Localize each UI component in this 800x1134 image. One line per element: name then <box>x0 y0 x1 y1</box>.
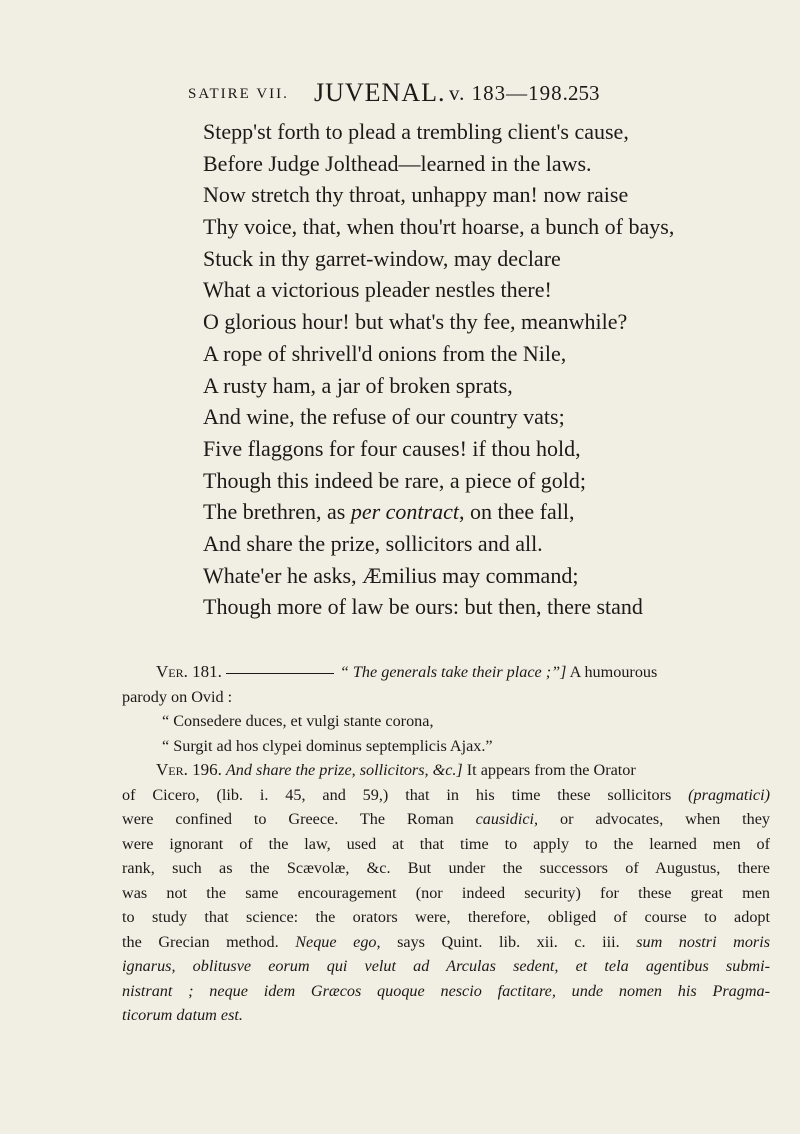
note-text: of Cicero, (lib. i. 45, and 59,) that in his time these sollicitors <box>122 785 689 804</box>
note-line <box>122 979 770 1004</box>
poem-line: Stepp'st forth to plead a trembling client's cause, <box>203 119 629 144</box>
poem-line: Though more of law be ours: but then, there stand <box>203 594 643 620</box>
note-italic: sum nostri moris <box>636 932 770 951</box>
note-italic: (pragmatici) <box>688 785 770 804</box>
note-line <box>122 930 770 955</box>
note-line <box>122 807 770 832</box>
page-number: 253 <box>568 81 600 105</box>
poem-line: A rope of shrivell'd onions from the Nile, <box>203 340 567 366</box>
poem-line: Now stretch thy throat, unhappy man! now raise <box>203 182 629 208</box>
poem-line: Stuck in thy garret-window, may declare <box>203 245 561 271</box>
note-text: the Grecian method. <box>122 932 296 951</box>
poem-line: Before Judge Jolthead—learned in the laws. <box>203 150 592 176</box>
note-line: were ignorant of the law, used at that time to apply to the learned men of <box>122 834 770 853</box>
note-text: or advocates, when they <box>538 810 770 828</box>
note-italic: Neque ego, <box>295 932 381 951</box>
note-line <box>122 954 770 979</box>
note-line: rank, such as the Scævolæ, &c. But under the successors of Augustus, there <box>122 859 770 877</box>
poem-line: And share the prize, sollicitors and all. <box>203 530 543 556</box>
poem-line: And wine, the refuse of our country vats; <box>203 404 565 430</box>
header-satire: SATIRE VII. <box>188 86 289 102</box>
poem-line: Thy voice, that, when thou'rt hoarse, a bunch of bays, <box>203 214 675 240</box>
running-header <box>0 78 800 108</box>
poem-line: What a victorious pleader nestles there! <box>203 277 552 303</box>
note-quotation-line: “ Surgit ad hos clypei dominus septemplicis Ajax.” <box>162 736 493 755</box>
poem-body <box>203 116 763 623</box>
note-line <box>122 660 770 685</box>
note-line: to study that science: the orators were, therefore, obliged of course to adopt <box>122 908 770 926</box>
note-italic: ticorum datum est. <box>122 1006 243 1024</box>
note-text: says Quint. lib. xii. c. iii. <box>380 932 637 951</box>
note-text: It appears from the Orator <box>462 761 636 779</box>
poem-text: , on thee fall, <box>458 499 575 525</box>
poem-line: Five flaggons for four causes! if thou hold, <box>203 435 581 461</box>
note-text: A humourous <box>566 663 658 681</box>
poem-italic: per contract <box>350 499 459 525</box>
note-quote: And share the prize, sollicitors, &c.] <box>225 761 463 779</box>
poem-line: Though this indeed be rare, a piece of gold; <box>203 467 587 493</box>
note-verse-label: Ver. 181. <box>156 662 222 681</box>
header-title: JUVENAL. <box>314 78 446 107</box>
poem-line: O glorious hour! but what's thy fee, meanwhile? <box>203 309 628 335</box>
poem-text: The brethren, as <box>203 499 351 525</box>
note-line <box>122 783 770 808</box>
header-verse-range: v. 183—198. <box>449 81 569 105</box>
poem-line: A rusty ham, a jar of broken sprats, <box>203 372 513 398</box>
note-italic: causidici, <box>475 810 539 828</box>
note-text: were confined to Greece. The Roman <box>122 810 476 828</box>
note-italic: ignarus, oblitusve eorum qui velut ad Arculas sedent, et tela agentibus submi- <box>122 957 770 975</box>
note-line <box>122 758 770 783</box>
note-verse-label: Ver. 196. <box>156 760 222 779</box>
footnotes <box>122 660 770 1028</box>
note-line: parody on Ovid : <box>122 687 233 706</box>
dash-rule <box>226 673 334 674</box>
note-line <box>122 1003 770 1028</box>
poem-line: Whate'er he asks, Æmilius may command; <box>203 562 579 588</box>
note-quote: “ The generals take their place ;”] <box>339 663 567 681</box>
note-italic: nistrant ; neque idem Græcos quoque nescio factitare, unde nomen his Pragma- <box>122 981 770 1000</box>
note-line: was not the same encouragement (nor indeed security) for these great men <box>122 883 770 902</box>
note-quotation-line: “ Consedere duces, et vulgi stante corona, <box>162 712 434 730</box>
poem-line <box>203 496 763 528</box>
